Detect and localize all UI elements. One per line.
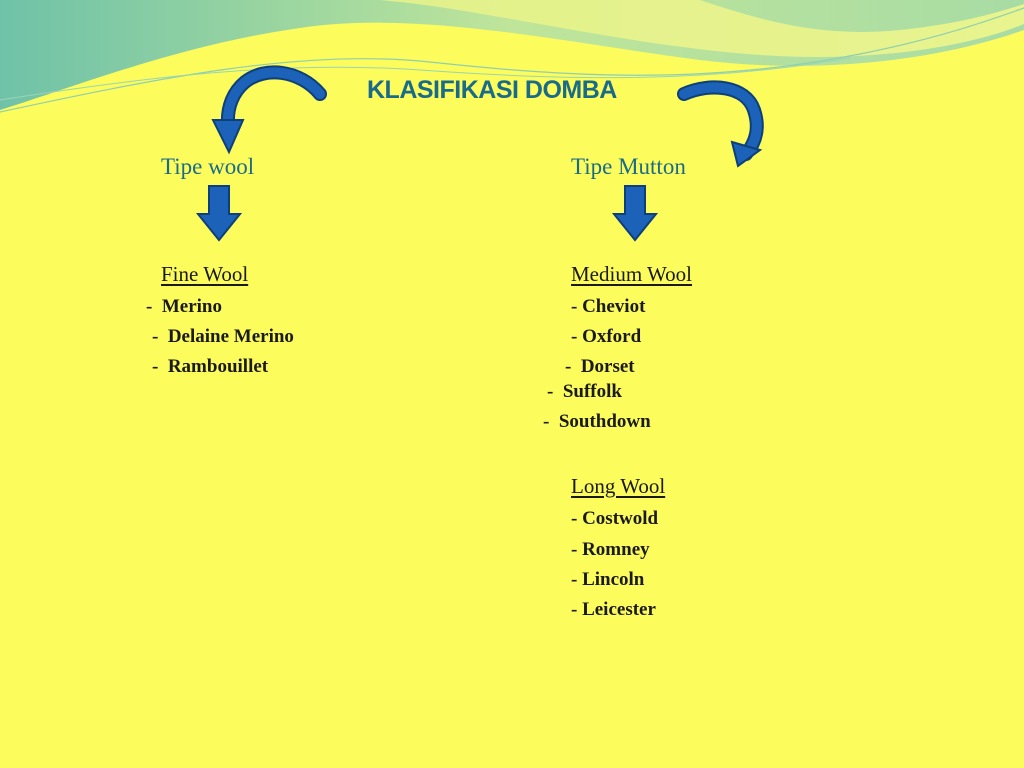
down-arrow-icon (612, 184, 658, 242)
breed-item-rambouillet: - Rambouillet (152, 356, 269, 377)
breed-item-lincoln: - Lincoln (571, 569, 645, 590)
type-wool-label: Tipe wool (161, 154, 255, 179)
curved-arrow-right-icon (676, 80, 771, 170)
down-arrow-icon (196, 184, 242, 242)
type-mutton-label: Tipe Mutton (571, 154, 686, 179)
breed-item-leicester: - Leicester (571, 599, 656, 620)
curved-arrow-left-icon (205, 62, 330, 162)
breed-item-merino: - Merino (146, 296, 222, 317)
medium-wool-heading: Medium Wool (571, 262, 693, 286)
fine-wool-heading: Fine Wool (161, 262, 249, 286)
breed-item-delaine-merino: - Delaine Merino (152, 326, 294, 347)
long-wool-heading: Long Wool (571, 474, 666, 498)
breed-item-cheviot: - Cheviot (571, 296, 646, 317)
breed-item-suffolk: - Suffolk (547, 381, 622, 402)
breed-item-oxford: - Oxford (571, 326, 642, 347)
breed-item-southdown: - Southdown (543, 411, 651, 432)
page-title: KLASIFIKASI DOMBA (367, 76, 617, 104)
breed-item-romney: - Romney (571, 539, 650, 560)
breed-item-dorset: - Dorset (565, 356, 635, 377)
breed-item-costwold: - Costwold (571, 508, 659, 529)
